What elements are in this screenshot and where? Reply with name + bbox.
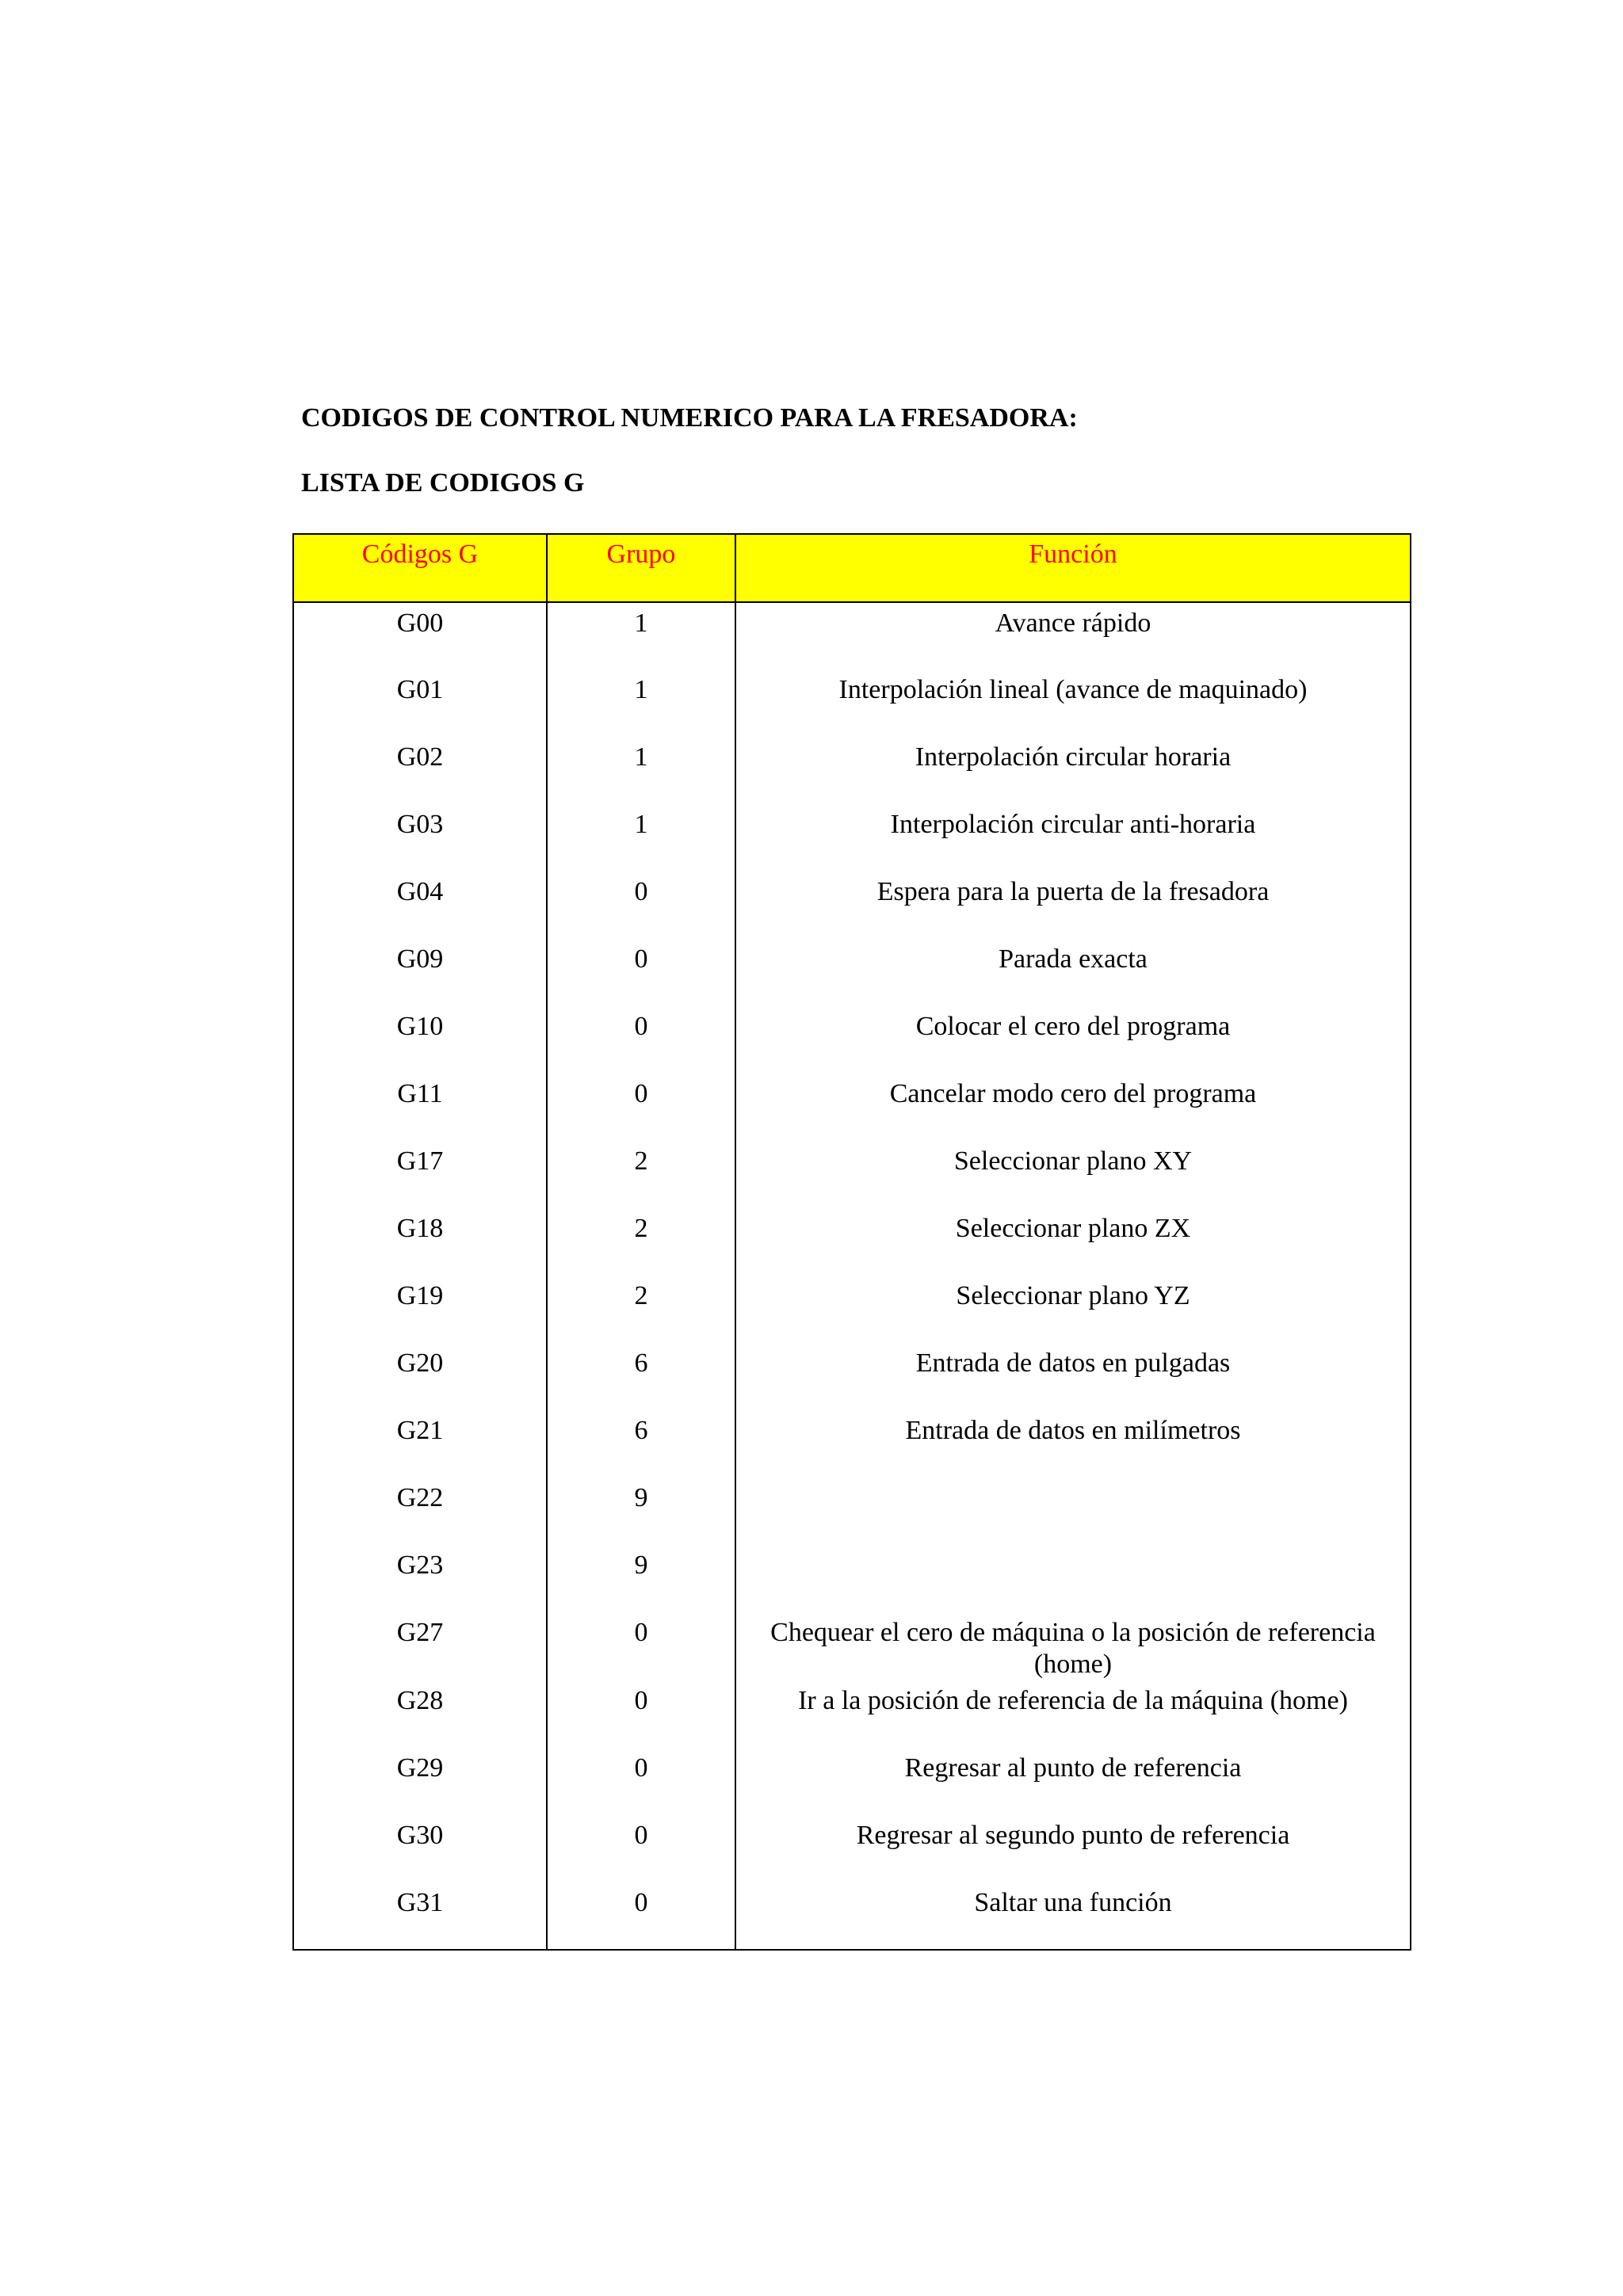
table-row: [293, 1612, 1411, 1680]
cell-group: 9: [547, 1545, 735, 1612]
header-row: [293, 534, 1411, 602]
cell-code: G03: [293, 804, 547, 871]
cell-function: [735, 1545, 1411, 1612]
table-row: [293, 1680, 1411, 1748]
cell-function: Interpolación lineal (avance de maquinado): [735, 669, 1411, 737]
cell-group: 0: [547, 1748, 735, 1815]
cell-code: G00: [293, 602, 547, 669]
cell-group: 0: [547, 1074, 735, 1141]
cell-group: 1: [547, 602, 735, 669]
cell-code: G31: [293, 1882, 547, 1950]
cell-function: Interpolación circular horaria: [735, 737, 1411, 804]
cell-code: G27: [293, 1612, 547, 1680]
cell-group: 0: [547, 1882, 735, 1950]
cell-code: G02: [293, 737, 547, 804]
cell-code: G28: [293, 1680, 547, 1748]
header-codes: Códigos G: [293, 534, 547, 602]
table-row: [293, 1748, 1411, 1815]
document-subtitle: LISTA DE CODIGOS G: [301, 468, 585, 498]
cell-code: G01: [293, 669, 547, 737]
cell-function: Regresar al segundo punto de referencia: [735, 1815, 1411, 1882]
table-row: [293, 669, 1411, 737]
cell-group: 1: [547, 804, 735, 871]
cell-group: 0: [547, 939, 735, 1006]
cell-code: G21: [293, 1410, 547, 1478]
table-row: [293, 804, 1411, 871]
table-row: [293, 1410, 1411, 1478]
table-row: [293, 1815, 1411, 1882]
table-row: [293, 1882, 1411, 1950]
cell-group: 2: [547, 1208, 735, 1276]
cell-group: 1: [547, 737, 735, 804]
cell-code: G09: [293, 939, 547, 1006]
cell-code: G20: [293, 1343, 547, 1410]
cell-code: G11: [293, 1074, 547, 1141]
cell-code: G29: [293, 1748, 547, 1815]
table-row: [293, 1141, 1411, 1208]
cell-function: [735, 1478, 1411, 1545]
table-row: [293, 1276, 1411, 1343]
cell-group: 0: [547, 1006, 735, 1074]
cell-function: Interpolación circular anti-horaria: [735, 804, 1411, 871]
cell-function: Entrada de datos en milímetros: [735, 1410, 1411, 1478]
table-row: [293, 1006, 1411, 1074]
cell-group: 6: [547, 1343, 735, 1410]
cell-function: Seleccionar plano YZ: [735, 1276, 1411, 1343]
cell-function: Entrada de datos en pulgadas: [735, 1343, 1411, 1410]
table-body: [293, 602, 1411, 1950]
table-row: [293, 1545, 1411, 1612]
cell-code: G19: [293, 1276, 547, 1343]
cell-group: 2: [547, 1276, 735, 1343]
table-row: [293, 1343, 1411, 1410]
cell-group: 1: [547, 669, 735, 737]
header-group: Grupo: [547, 534, 735, 602]
cell-code: G30: [293, 1815, 547, 1882]
cell-function: Chequear el cero de máquina o la posición de referencia (home): [735, 1612, 1411, 1680]
cell-function: Ir a la posición de referencia de la máquina (home): [735, 1680, 1411, 1748]
table-row: [293, 737, 1411, 804]
cell-group: 2: [547, 1141, 735, 1208]
table-row: [293, 939, 1411, 1006]
cell-group: 0: [547, 1612, 735, 1680]
g-codes-table: [292, 533, 1411, 1951]
cell-function: Seleccionar plano XY: [735, 1141, 1411, 1208]
cell-group: 9: [547, 1478, 735, 1545]
table-row: [293, 1074, 1411, 1141]
cell-code: G23: [293, 1545, 547, 1612]
cell-function: Seleccionar plano ZX: [735, 1208, 1411, 1276]
cell-code: G17: [293, 1141, 547, 1208]
cell-group: 0: [547, 871, 735, 939]
header-function: Función: [735, 534, 1411, 602]
cell-group: 0: [547, 1815, 735, 1882]
table-row: [293, 1478, 1411, 1545]
cell-code: G18: [293, 1208, 547, 1276]
cell-function: Avance rápido: [735, 602, 1411, 669]
cell-function: Espera para la puerta de la fresadora: [735, 871, 1411, 939]
cell-code: G10: [293, 1006, 547, 1074]
cell-group: 0: [547, 1680, 735, 1748]
cell-function: Saltar una función: [735, 1882, 1411, 1950]
document-title: CODIGOS DE CONTROL NUMERICO PARA LA FRESADORA:: [301, 403, 1078, 433]
table-row: [293, 1208, 1411, 1276]
table-row: [293, 871, 1411, 939]
cell-function: Parada exacta: [735, 939, 1411, 1006]
cell-function: Colocar el cero del programa: [735, 1006, 1411, 1074]
cell-function: Cancelar modo cero del programa: [735, 1074, 1411, 1141]
cell-code: G22: [293, 1478, 547, 1545]
cell-function: Regresar al punto de referencia: [735, 1748, 1411, 1815]
cell-code: G04: [293, 871, 547, 939]
table-header: [293, 534, 1411, 602]
table-row: [293, 602, 1411, 669]
cell-group: 6: [547, 1410, 735, 1478]
